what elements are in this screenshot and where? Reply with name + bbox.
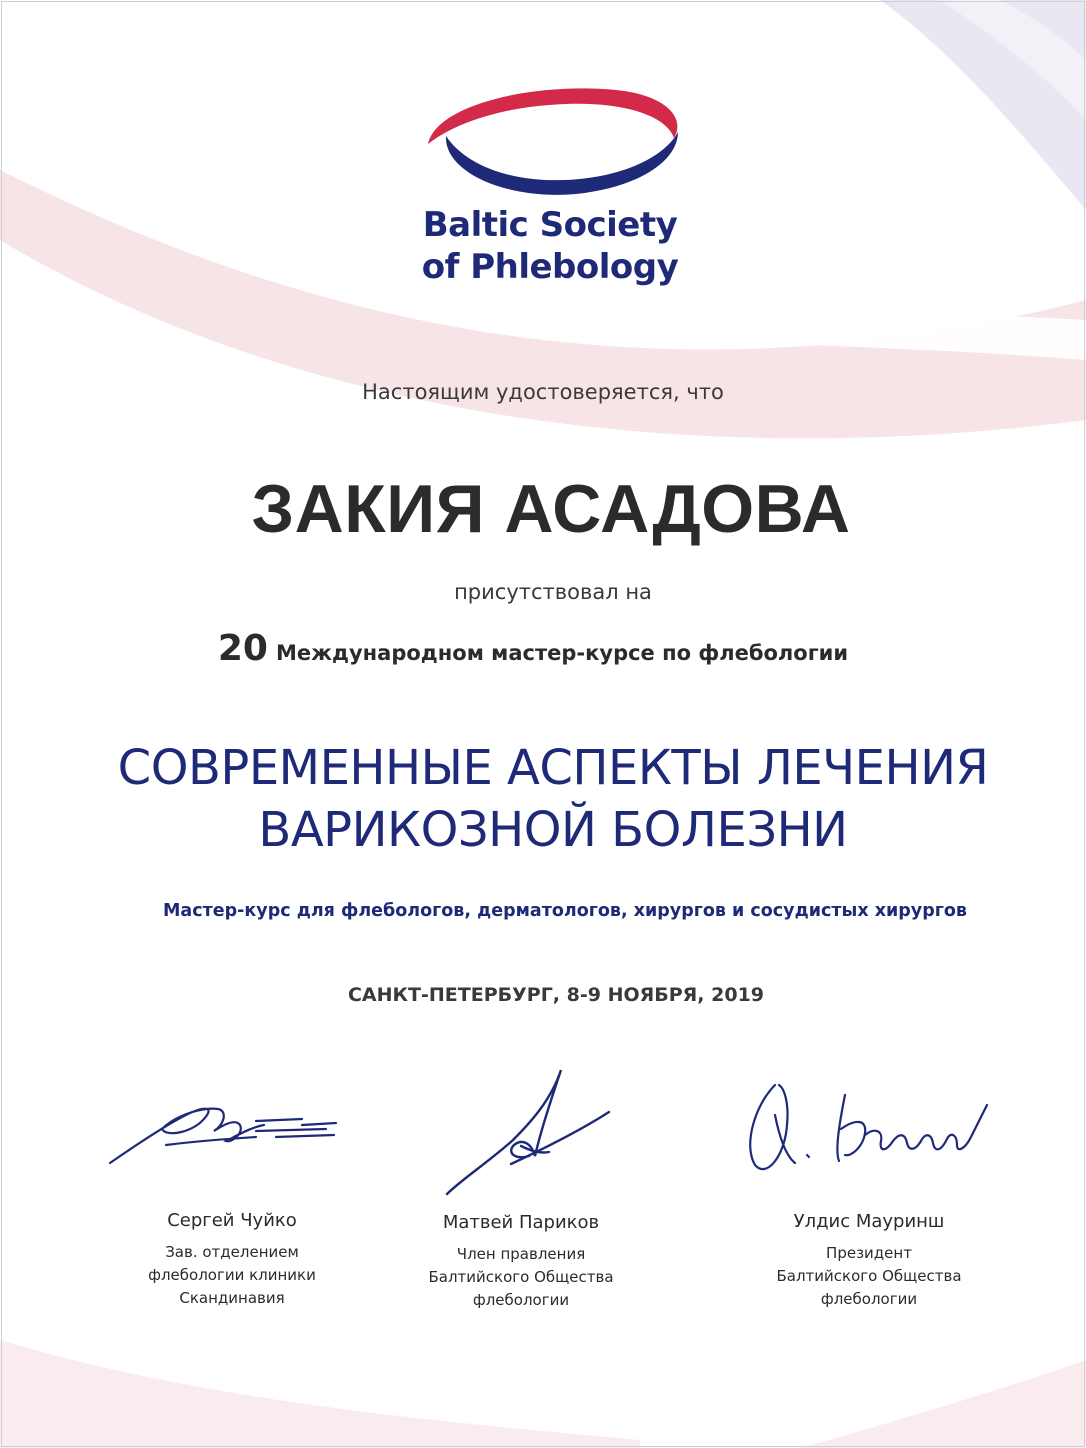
course-title <box>10 737 1086 861</box>
signatory-2-role-line: флебологии <box>472 1291 570 1309</box>
signatory-1-role <box>92 1241 372 1310</box>
logo-line-2: of Phlebology <box>421 247 679 287</box>
signatory-1-role-line: флебологии клиники <box>148 1266 316 1284</box>
place-date: САНКТ-ПЕТЕРБУРГ, 8-9 НОЯБРЯ, 2019 <box>347 984 765 1006</box>
course-subtitle: Мастер-курс для флебологов, дерматологов, хирургов и сосудистых хирургов <box>163 901 967 921</box>
signature-1 <box>106 1085 346 1175</box>
logo-line-1: Baltic Society <box>422 205 678 245</box>
signatory-3-role-line: Президент <box>826 1244 912 1262</box>
certify-text: Настоящим удостоверяется, что <box>362 380 724 404</box>
signature-3 <box>735 1075 1005 1175</box>
signatory-3-role-line: Балтийского Общества <box>776 1267 962 1285</box>
signatory-2 <box>421 1060 701 1320</box>
signatory-3-name: Улдис Мауринш <box>793 1211 945 1232</box>
course-title-line-2: ВАРИКОЗНОЙ БОЛЕЗНИ <box>258 802 848 858</box>
signatory-1-name: Сергей Чуйко <box>167 1210 297 1231</box>
logo-wordmark <box>410 204 690 288</box>
signatory-3 <box>735 1075 1015 1325</box>
course-title-line-1: СОВРЕМЕННЫЕ АСПЕКТЫ ЛЕЧЕНИЯ <box>117 740 989 796</box>
society-logo <box>410 82 690 302</box>
attended-text: присутствовал на <box>454 580 652 604</box>
recipient-name: ЗАКИЯ АСАДОВА <box>251 471 851 547</box>
signatory-1-role-line: Зав. отделением <box>165 1243 299 1261</box>
signatory-1 <box>106 1085 386 1325</box>
signature-2 <box>421 1060 621 1200</box>
signatory-1-role-line: Скандинавия <box>179 1289 285 1307</box>
signatory-2-name: Матвей Париков <box>442 1212 600 1233</box>
course-line <box>0 628 1076 669</box>
course-name: Международном мастер-курсе по флебологии <box>275 641 849 665</box>
double-ring-logo-icon <box>416 82 684 202</box>
signatory-2-role-line: Балтийского Общества <box>428 1268 614 1286</box>
course-number: 20 <box>217 628 268 669</box>
signatory-3-role-line: флебологии <box>820 1290 918 1308</box>
signatory-3-role <box>729 1242 1009 1311</box>
signatory-2-role <box>381 1243 661 1312</box>
signatory-2-role-line: Член правления <box>456 1245 586 1263</box>
